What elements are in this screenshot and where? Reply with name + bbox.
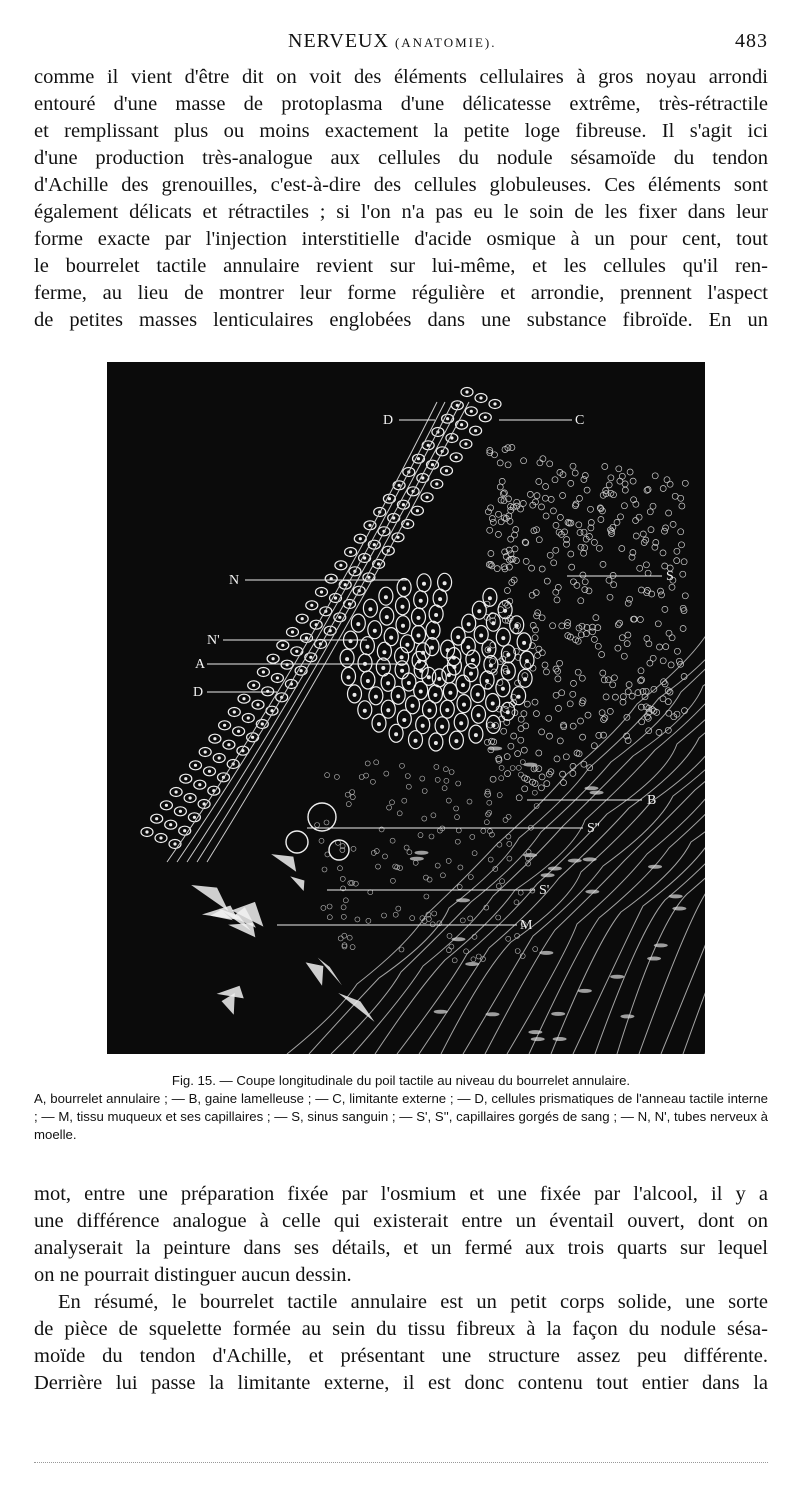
cell-nucleus — [373, 543, 376, 546]
cell-nucleus — [359, 537, 362, 540]
cell-nucleus — [515, 624, 519, 628]
cell-nucleus — [488, 596, 492, 600]
running-title-sub: (ANATOMIE). — [394, 35, 497, 50]
text-line: moïde du tendon d'Achille, et présentant une structure assez peu différente. — [34, 1345, 768, 1367]
cell-nucleus — [437, 677, 441, 681]
figure-caption — [34, 1072, 768, 1144]
cell-nucleus — [291, 630, 294, 633]
cell-nucleus — [305, 636, 308, 639]
cell-nucleus — [474, 733, 478, 737]
cell-nucleus — [470, 410, 473, 413]
cell-nucleus — [145, 830, 148, 833]
cell-nucleus — [523, 677, 527, 681]
fiber-nucleus — [551, 1012, 565, 1016]
cell-nucleus — [491, 702, 495, 706]
cell-nucleus — [384, 595, 388, 599]
fiber-nucleus — [539, 951, 553, 955]
cell-nucleus — [247, 716, 250, 719]
cell-nucleus — [227, 743, 230, 746]
fiber-nucleus — [548, 866, 562, 870]
fiber-nucleus — [553, 1037, 567, 1041]
cell-nucleus — [401, 624, 405, 628]
cell-nucleus — [431, 463, 434, 466]
cell-nucleus — [402, 503, 405, 506]
cell-nucleus — [344, 583, 347, 586]
fiber-nucleus — [531, 1037, 545, 1041]
fiber-nucleus — [414, 851, 428, 855]
cell-nucleus — [479, 396, 482, 399]
fiber-nucleus — [584, 786, 598, 790]
cell-nucleus — [374, 695, 378, 699]
caption-legend: A, bourrelet annulaire ; — B, gaine lamelleuse ; — C, limitante externe ; — D, cellules prismatiques de l'anneau tactile interne ; — M, tissu muqueux et ses capillaires ; — S, sinus sanguin ; — S', S'', capillaires gorgés de sang ; — N, N', tubes nerveux à moelle. — [34, 1091, 768, 1142]
cell-nucleus — [301, 617, 304, 620]
cell-nucleus — [459, 721, 463, 725]
cell-nucleus — [368, 524, 371, 527]
cell-nucleus — [300, 669, 303, 672]
cell-nucleus — [417, 616, 421, 620]
text-line: comme il vient d'être dit on voit des éléments cellulaires à gros noyau arrondi — [34, 66, 768, 88]
cell-nucleus — [454, 739, 458, 743]
cell-nucleus — [443, 581, 447, 585]
cell-nucleus — [416, 509, 419, 512]
cell-nucleus — [487, 648, 491, 652]
cell-nucleus — [394, 732, 398, 736]
cell-nucleus — [356, 622, 360, 626]
cell-nucleus — [396, 694, 400, 698]
fiber-nucleus — [583, 857, 597, 861]
cell-nucleus — [173, 842, 176, 845]
cell-nucleus — [339, 564, 342, 567]
cell-nucleus — [479, 634, 483, 638]
running-title-main: NERVEUX — [288, 30, 389, 52]
cell-nucleus — [417, 634, 421, 638]
fiber-nucleus — [654, 943, 668, 947]
cell-nucleus — [373, 629, 377, 633]
cell-nucleus — [381, 666, 385, 670]
label-S-prime: S' — [539, 883, 550, 898]
running-title — [288, 30, 497, 53]
cell-nucleus — [522, 641, 526, 645]
cell-nucleus — [446, 417, 449, 420]
cell-nucleus — [233, 710, 236, 713]
cell-nucleus — [506, 653, 510, 657]
cell-nucleus — [252, 684, 255, 687]
fiber-nucleus — [410, 857, 424, 861]
fiber-nucleus — [486, 1012, 500, 1016]
cell-nucleus — [242, 697, 245, 700]
text-line: analyserait la peinture dans ses détails, et un fermé aux trois quarts sur lequel — [34, 1237, 768, 1259]
cell-nucleus — [433, 693, 437, 697]
cell-nucleus — [427, 444, 430, 447]
cell-nucleus — [448, 691, 452, 695]
cell-nucleus — [525, 659, 529, 663]
cell-nucleus — [471, 658, 475, 662]
cell-nucleus — [183, 829, 186, 832]
cell-nucleus — [430, 646, 434, 650]
fiber-nucleus — [648, 865, 662, 869]
cell-nucleus — [493, 402, 496, 405]
text-line: ferme, au lieu de montrer leur forme régulière et arrondie, prennent l'aspect — [34, 282, 768, 304]
paragraph-3 — [34, 1289, 768, 1397]
cell-nucleus — [491, 621, 495, 625]
cell-nucleus — [467, 622, 471, 626]
page-number: 483 — [735, 30, 768, 52]
fiber-nucleus — [456, 898, 470, 902]
cell-nucleus — [261, 722, 264, 725]
text-line: forme exacte par l'injection interstitielle d'acide osmique à un pour cent, tout — [34, 228, 768, 250]
cell-nucleus — [382, 650, 386, 654]
cell-nucleus — [503, 609, 507, 613]
cell-nucleus — [377, 562, 380, 565]
fiber-nucleus — [434, 1010, 448, 1014]
cell-nucleus — [477, 713, 481, 717]
cell-nucleus — [466, 645, 470, 649]
text-line: une différence analogue à celle qui existerait entre un éventail ouvert, dont on — [34, 1210, 768, 1232]
cell-nucleus — [179, 810, 182, 813]
cell-nucleus — [506, 710, 510, 714]
cell-nucleus — [223, 724, 226, 727]
cell-nucleus — [421, 651, 425, 655]
cell-nucleus — [456, 635, 460, 639]
cell-nucleus — [386, 708, 390, 712]
cell-nucleus — [368, 607, 372, 611]
cell-nucleus — [169, 823, 172, 826]
cell-nucleus — [198, 783, 201, 786]
cell-nucleus — [349, 550, 352, 553]
cell-nucleus — [194, 764, 197, 767]
fiber-nucleus — [647, 957, 661, 961]
cell-nucleus — [334, 596, 337, 599]
label-C: C — [575, 413, 585, 428]
cell-nucleus — [506, 670, 510, 674]
text-line: de pièce de squelette formée au sein du tissu fibreux à la façon du nodule sésa- — [34, 1318, 768, 1340]
cell-nucleus — [445, 708, 449, 712]
fiber-nucleus — [620, 1014, 634, 1018]
cell-nucleus — [405, 643, 409, 647]
cell-nucleus — [251, 736, 254, 739]
fiber-nucleus — [610, 975, 624, 979]
cell-nucleus — [155, 817, 158, 820]
cell-nucleus — [477, 609, 481, 613]
cell-nucleus — [208, 770, 211, 773]
label-D-top: D — [383, 413, 394, 428]
cell-nucleus — [345, 657, 349, 661]
label-N-prime: N' — [207, 633, 220, 648]
cell-nucleus — [431, 629, 435, 633]
cell-nucleus — [501, 687, 505, 691]
label-B: B — [647, 793, 657, 808]
cell-nucleus — [407, 681, 411, 685]
cell-nucleus — [438, 597, 442, 601]
cell-nucleus — [400, 655, 404, 659]
cell-nucleus — [386, 681, 390, 685]
cell-nucleus — [204, 750, 207, 753]
cell-nucleus — [377, 722, 381, 726]
fiber-nucleus — [590, 791, 604, 795]
cell-nucleus — [366, 679, 370, 683]
text-line: d'une production très-analogue aux cellules du nodule sésamoïde du tendon — [34, 147, 768, 169]
cell-nucleus — [310, 604, 313, 607]
histology-figure — [107, 362, 705, 1054]
label-M: M — [520, 918, 533, 933]
cell-nucleus — [385, 615, 389, 619]
cell-nucleus — [281, 644, 284, 647]
figure-illustration — [107, 362, 705, 1054]
text-line: et remplissant plus ou moins exactement la petite loge fibreuse. Il s'agit ici — [34, 120, 768, 142]
cell-nucleus — [309, 656, 312, 659]
cell-nucleus — [276, 676, 279, 679]
fiber-nucleus — [451, 937, 465, 941]
cell-nucleus — [455, 456, 458, 459]
cell-nucleus — [421, 724, 425, 728]
text-line: En résumé, le bourrelet tactile annulaire est un petit corps solide, une sorte — [58, 1291, 768, 1313]
fiber-nucleus — [672, 906, 686, 910]
cell-nucleus — [484, 416, 487, 419]
cell-nucleus — [213, 737, 216, 740]
cell-nucleus — [353, 693, 357, 697]
cell-nucleus — [411, 704, 415, 708]
fiber-nucleus — [585, 890, 599, 894]
fiber-nucleus — [528, 1030, 542, 1034]
cell-nucleus — [363, 709, 367, 713]
cell-nucleus — [406, 522, 409, 525]
paragraph-1 — [34, 64, 768, 334]
cell-nucleus — [175, 790, 178, 793]
cell-nucleus — [338, 616, 341, 619]
cell-nucleus — [474, 429, 477, 432]
text-line: également délicats et rétractiles ; si l'on n'a pas eu le soin de les fixer dans leur — [34, 201, 768, 223]
cell-nucleus — [491, 723, 495, 727]
cell-nucleus — [476, 693, 480, 697]
text-line: d'Achille des grenouilles, c'est-à-dire des cellules globuleuses. Ces éléments sont — [34, 174, 768, 196]
fiber-nucleus — [541, 873, 555, 877]
text-line: Derrière lui passe la limitante externe, il est donc contenu tout entier dans la — [34, 1372, 768, 1394]
cell-nucleus — [426, 496, 429, 499]
label-S-double: S'' — [587, 821, 600, 836]
cell-nucleus — [400, 669, 404, 673]
cell-nucleus — [464, 442, 467, 445]
cell-nucleus — [461, 683, 465, 687]
cell-nucleus — [320, 590, 323, 593]
cell-nucleus — [402, 587, 406, 591]
cell-nucleus — [440, 725, 444, 729]
cell-nucleus — [419, 599, 423, 603]
cell-nucleus — [414, 739, 418, 743]
fiber-nucleus — [578, 989, 592, 993]
footer-rule — [34, 1462, 768, 1467]
cell-nucleus — [295, 650, 298, 653]
fiber-nucleus — [669, 894, 683, 898]
cell-nucleus — [422, 582, 426, 586]
cell-nucleus — [189, 796, 192, 799]
cell-nucleus — [417, 457, 420, 460]
cell-nucleus — [419, 690, 423, 694]
cell-nucleus — [435, 482, 438, 485]
label-N: N — [229, 573, 240, 588]
label-A: A — [195, 657, 206, 672]
text-line: on ne pourrait distinguer aucun dessin. — [34, 1264, 352, 1286]
cell-nucleus — [389, 636, 393, 640]
fiber-nucleus — [465, 962, 479, 966]
text-line: de petites masses lenticulaires englobées dans une substance fibroïde. En un — [34, 309, 768, 331]
label-S: S — [666, 569, 674, 584]
text-line: mot, entre une préparation fixée par l'osmium et une fixée par l'alcool, il y a — [34, 1183, 768, 1205]
label-D: D — [193, 685, 204, 700]
cell-nucleus — [460, 423, 463, 426]
cell-nucleus — [434, 741, 438, 745]
cell-nucleus — [465, 390, 468, 393]
cell-nucleus — [398, 484, 401, 487]
caption-title: Fig. 15. — Coupe longitudinale du poil tactile au niveau du bourrelet annulaire. — [171, 1073, 631, 1088]
cell-nucleus — [262, 670, 265, 673]
cell-nucleus — [367, 576, 370, 579]
cell-nucleus — [402, 718, 406, 722]
paragraph-2 — [34, 1181, 768, 1289]
cell-nucleus — [428, 709, 432, 713]
text-line: entouré d'une masse de protoplasma d'une délicatesse extrême, très-rétractile — [34, 93, 768, 115]
cell-nucleus — [365, 645, 369, 649]
text-line: le bourrelet tactile annulaire revient sur lui-même, et les cellules qu'il ren- — [34, 255, 768, 277]
running-head — [34, 30, 768, 54]
cell-nucleus — [469, 672, 473, 676]
cell-nucleus — [489, 664, 493, 668]
cell-nucleus — [237, 730, 240, 733]
cell-nucleus — [165, 804, 168, 807]
cell-nucleus — [159, 836, 162, 839]
cell-nucleus — [272, 657, 275, 660]
cell-nucleus — [517, 695, 521, 699]
cell-nucleus — [501, 636, 505, 640]
cell-nucleus — [256, 703, 259, 706]
cell-nucleus — [434, 613, 438, 617]
cell-nucleus — [447, 673, 451, 677]
cell-nucleus — [184, 777, 187, 780]
cell-nucleus — [401, 605, 405, 609]
cell-nucleus — [427, 675, 431, 679]
cell-nucleus — [218, 756, 221, 759]
cell-nucleus — [485, 679, 489, 683]
cell-nucleus — [193, 816, 196, 819]
cell-nucleus — [445, 469, 448, 472]
fiber-nucleus — [568, 859, 582, 863]
cell-nucleus — [347, 675, 351, 679]
cell-nucleus — [462, 703, 466, 707]
